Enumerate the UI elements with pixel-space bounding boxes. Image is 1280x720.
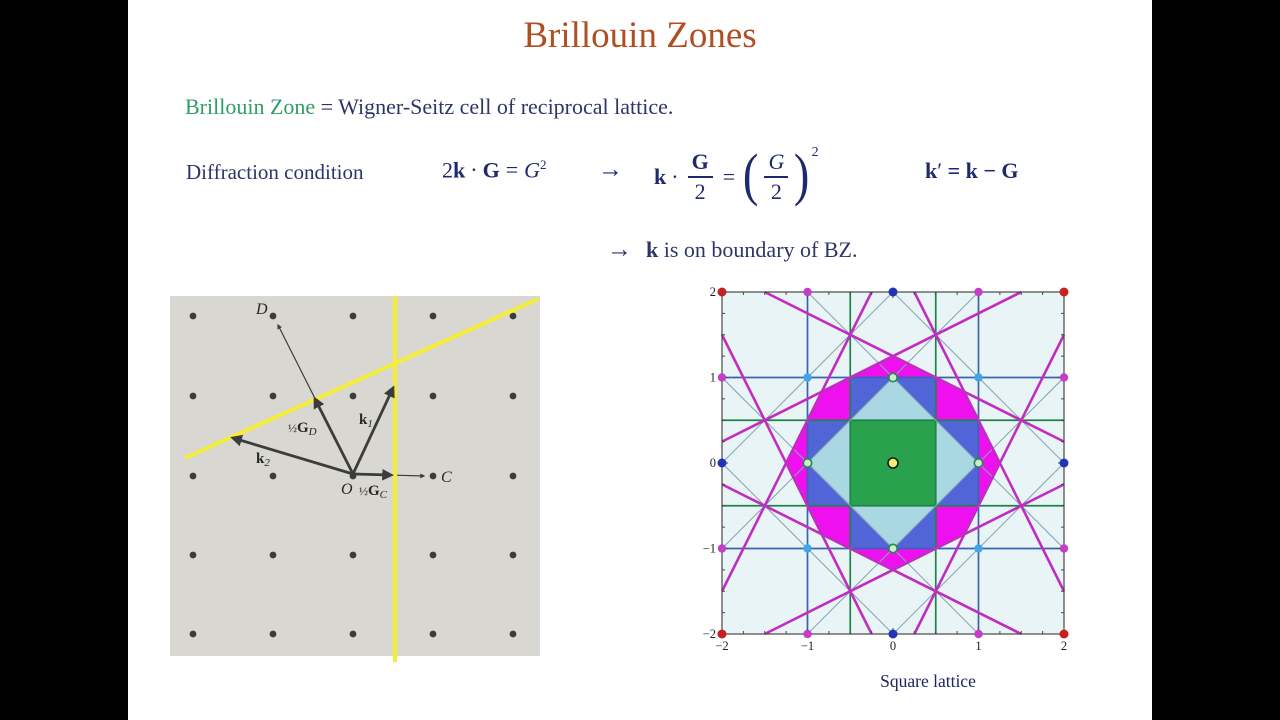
x-tick-label: −2 bbox=[715, 639, 729, 653]
eq2-num1: G bbox=[688, 149, 713, 178]
lattice-point bbox=[350, 393, 357, 400]
eq2-den1: 2 bbox=[694, 179, 706, 204]
lattice-point bbox=[430, 313, 437, 320]
reciprocal-lattice-point bbox=[803, 288, 811, 296]
boundary-rest: is on boundary of BZ. bbox=[658, 237, 858, 262]
eq2-lparen: ( bbox=[743, 141, 759, 207]
lattice-point bbox=[430, 552, 437, 559]
reciprocal-lattice-point bbox=[889, 373, 897, 381]
eq1-dot: · bbox=[470, 157, 478, 183]
lattice-point bbox=[430, 631, 437, 638]
eq3-prime: ′ bbox=[937, 158, 943, 183]
lattice-point bbox=[510, 552, 517, 559]
lattice-point bbox=[190, 552, 197, 559]
reciprocal-lattice-point bbox=[803, 544, 811, 552]
eq2-fraction-left bbox=[688, 149, 713, 205]
reciprocal-lattice-point bbox=[974, 373, 982, 381]
reciprocal-lattice-point bbox=[718, 373, 726, 381]
reciprocal-lattice-point bbox=[1060, 288, 1069, 297]
x-tick-label: 2 bbox=[1060, 639, 1068, 653]
reciprocal-lattice-point bbox=[718, 459, 727, 468]
reciprocal-lattice-point bbox=[803, 459, 811, 467]
reciprocal-lattice-point bbox=[974, 630, 982, 638]
eq2-fraction-right bbox=[764, 149, 788, 205]
lattice-point bbox=[430, 473, 437, 480]
y-tick-label: 2 bbox=[709, 285, 716, 299]
label-D: D bbox=[256, 301, 268, 318]
eq3-k: k bbox=[965, 158, 978, 183]
diffraction-condition-label: Diffraction condition bbox=[186, 160, 364, 184]
reciprocal-lattice-point bbox=[803, 373, 811, 381]
reciprocal-lattice-point bbox=[888, 458, 898, 468]
y-tick-label: −1 bbox=[702, 541, 716, 556]
equation-2kG bbox=[442, 157, 547, 183]
equation-k-prime bbox=[925, 158, 1019, 184]
lattice-point bbox=[270, 313, 277, 320]
lattice-point bbox=[190, 313, 197, 320]
lattice-point bbox=[510, 393, 517, 400]
x-tick-label: 0 bbox=[889, 639, 897, 653]
bz-plot-svg bbox=[690, 282, 1090, 662]
eq1-G: G bbox=[482, 157, 500, 183]
label-k2: $k_2$ bbox=[256, 451, 270, 469]
eq1-G-squared: G bbox=[524, 157, 541, 183]
reciprocal-lattice-point bbox=[974, 288, 982, 296]
eq2-num2: G bbox=[764, 149, 788, 178]
eq2-rparen: ) bbox=[794, 141, 810, 207]
reciprocal-lattice-point bbox=[1060, 630, 1069, 639]
eq2-dot: · bbox=[671, 164, 679, 189]
definition-line bbox=[185, 94, 673, 120]
reciprocal-lattice-point bbox=[1060, 373, 1068, 381]
lattice-point bbox=[190, 393, 197, 400]
plot-caption: Square lattice bbox=[880, 671, 976, 691]
eq3-equals: = bbox=[942, 158, 966, 183]
lattice-point bbox=[270, 393, 277, 400]
label-C: C bbox=[441, 469, 452, 486]
x-tick-label: 1 bbox=[975, 639, 982, 653]
label-half-GD: $\frac{1}{2}G_D$ bbox=[288, 420, 317, 438]
boundary-statement bbox=[607, 236, 857, 264]
eq2-den2: 2 bbox=[770, 179, 782, 204]
lattice-point bbox=[270, 631, 277, 638]
reciprocal-lattice-figure bbox=[170, 296, 540, 669]
reciprocal-lattice-point bbox=[1060, 459, 1069, 468]
lattice-point bbox=[350, 552, 357, 559]
label-half-GC: $\frac{1}{2}G_C$ bbox=[359, 483, 388, 501]
eq2-equals: = bbox=[722, 164, 736, 189]
slide-content bbox=[128, 0, 1152, 720]
y-tick-label: 0 bbox=[709, 456, 716, 470]
lattice-point bbox=[430, 393, 437, 400]
y-tick-label: 1 bbox=[709, 370, 716, 385]
eq3-G: G bbox=[1001, 158, 1019, 183]
y-tick-label: −2 bbox=[702, 627, 716, 641]
eq1-coef: 2 bbox=[442, 157, 453, 183]
definition-term: Brillouin Zone bbox=[185, 94, 316, 119]
lattice-point bbox=[510, 631, 517, 638]
lattice-point bbox=[270, 552, 277, 559]
definition-rest: = Wigner-Seitz cell of reciprocal lattice. bbox=[315, 94, 674, 119]
brillouin-zone-plot bbox=[690, 282, 1090, 667]
reciprocal-lattice-point bbox=[974, 544, 982, 552]
eq1-k: k bbox=[453, 157, 466, 183]
x-tick-label: −1 bbox=[800, 639, 815, 653]
eq3-minus: − bbox=[977, 158, 1002, 183]
lattice-figure-svg bbox=[170, 296, 540, 664]
eq2-k: k bbox=[654, 164, 667, 189]
eq1-equals: = bbox=[505, 157, 519, 183]
reciprocal-lattice-point bbox=[718, 544, 726, 552]
reciprocal-lattice-point bbox=[803, 630, 811, 638]
vector-half-GC bbox=[353, 474, 391, 475]
reciprocal-lattice-point bbox=[889, 544, 897, 552]
reciprocal-lattice-point bbox=[889, 288, 898, 297]
reciprocal-lattice-point bbox=[889, 630, 898, 639]
equation-kG-half bbox=[654, 140, 819, 214]
eq1-sup: 2 bbox=[540, 157, 547, 172]
reciprocal-lattice-point bbox=[718, 288, 727, 297]
implies-arrow-1: → bbox=[598, 156, 623, 183]
lattice-point bbox=[190, 631, 197, 638]
eq2-sup: 2 bbox=[811, 145, 819, 160]
eq3-kp: k bbox=[925, 158, 938, 183]
lattice-point bbox=[510, 473, 517, 480]
gamma-point bbox=[888, 458, 898, 468]
label-O: O bbox=[341, 481, 353, 498]
boundary-k: k bbox=[646, 237, 659, 262]
lattice-point bbox=[350, 631, 357, 638]
label-k1: $k_1$ bbox=[359, 412, 373, 430]
slide-title: Brillouin Zones bbox=[523, 15, 757, 56]
reciprocal-lattice-point bbox=[718, 630, 727, 639]
lattice-point bbox=[190, 473, 197, 480]
lattice-point bbox=[270, 473, 277, 480]
reciprocal-lattice-point bbox=[974, 459, 982, 467]
lattice-point bbox=[350, 313, 357, 320]
reciprocal-lattice-point bbox=[1060, 544, 1068, 552]
implies-arrow-2: → bbox=[607, 236, 632, 263]
